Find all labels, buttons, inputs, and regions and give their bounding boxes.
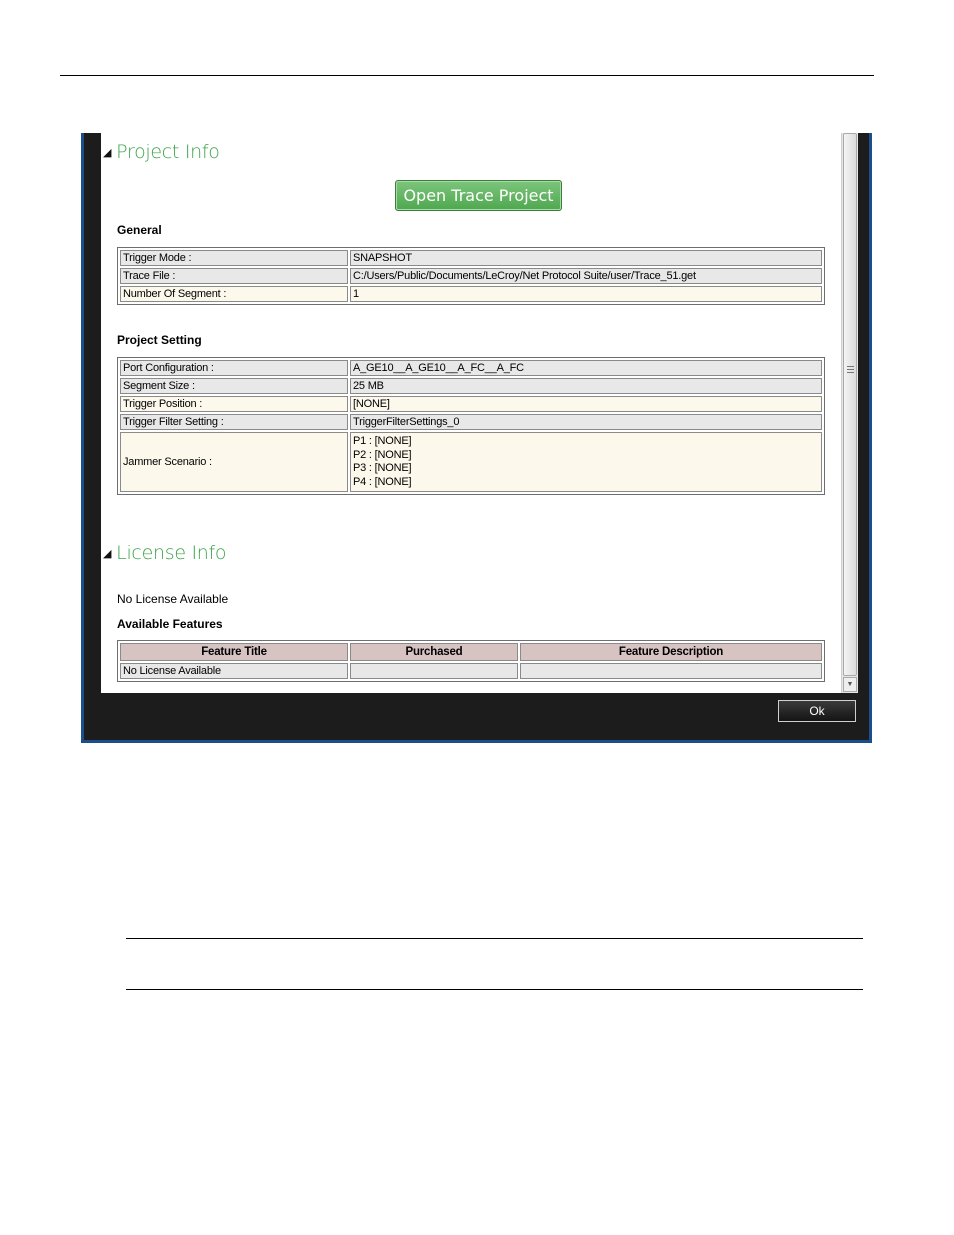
table-row [120, 396, 822, 412]
row-value: 25 MB [350, 378, 822, 394]
row-label: Trigger Mode : [120, 250, 348, 266]
table-row [120, 286, 822, 302]
triangle-collapse-icon[interactable]: ◢ [103, 546, 112, 560]
jammer-port-value: P1 : [NONE] [353, 435, 412, 447]
row-label: Segment Size : [120, 378, 348, 394]
jammer-port-value: P3 : [NONE] [353, 462, 412, 474]
scroll-grip-icon [847, 366, 854, 373]
table-header-row [120, 643, 822, 661]
license-info-title: License Info [116, 542, 227, 564]
page-top-rule [60, 75, 874, 76]
row-value: C:/Users/Public/Documents/LeCroy/Net Protocol Suite/user/Trace_51.get [350, 268, 822, 284]
available-features-heading: Available Features [117, 617, 223, 631]
row-label: Number Of Segment : [120, 286, 348, 302]
general-heading: General [117, 223, 162, 237]
content-pane [101, 133, 841, 693]
vertical-scrollbar[interactable] [841, 133, 858, 693]
feature-title-cell: No License Available [120, 663, 348, 679]
note-top-rule [126, 938, 863, 939]
jammer-values [350, 432, 822, 492]
table-row[interactable] [120, 663, 822, 679]
row-label: Trace File : [120, 268, 348, 284]
jammer-port-value: P2 : [NONE] [353, 448, 412, 461]
row-value: A_GE10__A_GE10__A_FC__A_FC [350, 360, 822, 376]
table-row [120, 432, 822, 492]
column-header[interactable]: Feature Description [520, 643, 822, 661]
row-value: SNAPSHOT [350, 250, 822, 266]
project-setting-heading: Project Setting [117, 333, 202, 347]
table-row [120, 414, 822, 430]
jammer-port-value: P4 : [NONE] [353, 475, 412, 488]
row-value: [NONE] [350, 396, 822, 412]
column-header[interactable]: Feature Title [120, 643, 348, 661]
scroll-thumb[interactable] [843, 133, 857, 676]
open-trace-project-button[interactable]: Open Trace Project [395, 180, 562, 211]
column-header[interactable]: Purchased [350, 643, 518, 661]
license-status: No License Available [117, 592, 229, 606]
features-table [117, 640, 825, 682]
general-table [117, 247, 825, 305]
jammer-label: Jammer Scenario : [120, 432, 348, 492]
chevron-down-icon[interactable]: ▼ [843, 677, 857, 692]
row-label: Trigger Filter Setting : [120, 414, 348, 430]
row-value: 1 [350, 286, 822, 302]
ok-button[interactable]: Ok [778, 700, 856, 722]
license-info-header[interactable] [103, 542, 226, 564]
triangle-collapse-icon[interactable]: ◢ [103, 145, 112, 159]
project-setting-table [117, 357, 825, 495]
row-value: TriggerFilterSettings_0 [350, 414, 822, 430]
table-row [120, 378, 822, 394]
row-label: Trigger Position : [120, 396, 348, 412]
feature-description-cell [520, 663, 822, 679]
project-info-title: Project Info [116, 141, 220, 163]
project-info-header[interactable] [103, 141, 220, 163]
table-row [120, 268, 822, 284]
project-info-window [81, 133, 872, 743]
table-row [120, 250, 822, 266]
row-label: Port Configuration : [120, 360, 348, 376]
table-row [120, 360, 822, 376]
purchased-cell [350, 663, 518, 679]
note-bottom-rule [126, 989, 863, 990]
